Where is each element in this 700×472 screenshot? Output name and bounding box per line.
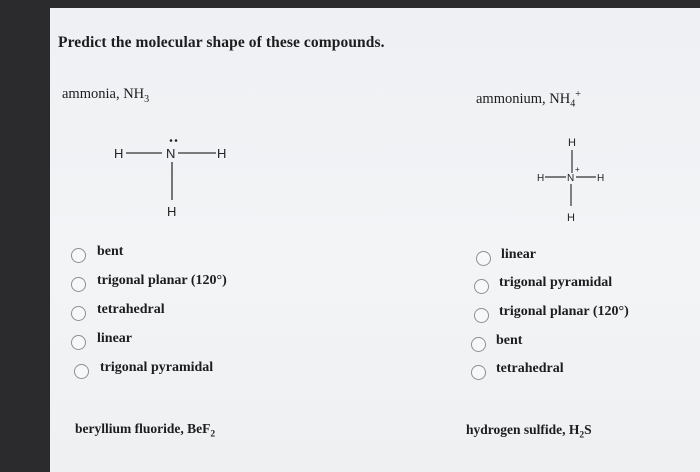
ammonium-n-charge: + [575,165,580,174]
lone-pair-dot-1 [170,139,173,142]
ammonia-option-2-label[interactable]: trigonal planar (120°) [97,273,227,288]
hydrogen-sulfide-subscript: 2 [579,430,585,441]
question-title: Predict the molecular shape of these compounds. [58,34,385,51]
ammonium-h-left: H [537,173,545,184]
ammonium-label [476,89,581,110]
ammonia-label [62,86,149,105]
lone-pair-dot-2 [175,139,178,142]
ammonia-h-bottom: H [167,204,177,219]
ammonium-option-1-label[interactable]: linear [501,247,536,262]
ammonia-option-5-label[interactable]: trigonal pyramidal [100,360,214,375]
hydrogen-sulfide-label [466,422,592,441]
ammonium-option-4-radio[interactable] [471,337,486,352]
ammonium-option-5-label[interactable]: tetrahedral [496,361,564,376]
ammonia-name: ammonia, NH [62,86,145,102]
ammonium-option-2-radio[interactable] [474,279,489,294]
ammonium-option-4-label[interactable]: bent [496,333,523,348]
hydrogen-sulfide-suffix: S [584,422,592,437]
ammonia-option-1-label[interactable]: bent [97,244,124,259]
ammonia-option-2-radio[interactable] [71,277,86,292]
ammonia-n-atom: N [166,146,176,161]
ammonium-lewis-structure [530,130,620,230]
ammonium-option-3-label[interactable]: trigonal planar (120°) [499,304,629,319]
hydrogen-sulfide-name: hydrogen sulfide, H [466,422,580,437]
ammonium-option-3-radio[interactable] [474,308,489,323]
ammonia-option-3-radio[interactable] [71,306,86,321]
worksheet-page [50,8,700,472]
ammonium-subscript: 4 [570,98,576,110]
ammonia-lewis-structure [110,138,240,228]
ammonia-option-4-label[interactable]: linear [97,331,132,346]
ammonia-subscript: 3 [144,93,150,105]
beryllium-fluoride-subscript: 2 [210,429,216,440]
ammonia-option-5-radio[interactable] [74,364,89,379]
ammonia-option-4-radio[interactable] [71,335,86,350]
ammonium-name: ammonium, NH [476,90,571,107]
ammonium-option-2-label[interactable]: trigonal pyramidal [499,275,613,290]
ammonium-n-atom: N [567,173,575,184]
ammonium-h-top: H [568,137,576,149]
ammonia-option-3-label[interactable]: tetrahedral [97,302,165,317]
beryllium-fluoride-label [75,421,215,440]
ammonium-option-1-radio[interactable] [476,251,491,266]
beryllium-fluoride-name: beryllium fluoride, BeF [75,421,211,436]
ammonium-option-5-radio[interactable] [471,365,486,380]
ammonium-h-right: H [597,173,605,184]
ammonia-option-1-radio[interactable] [71,248,86,263]
ammonium-charge: + [575,89,581,100]
ammonia-h-right: H [217,146,227,161]
ammonium-h-bottom: H [567,212,575,224]
ammonia-h-left: H [114,146,124,161]
